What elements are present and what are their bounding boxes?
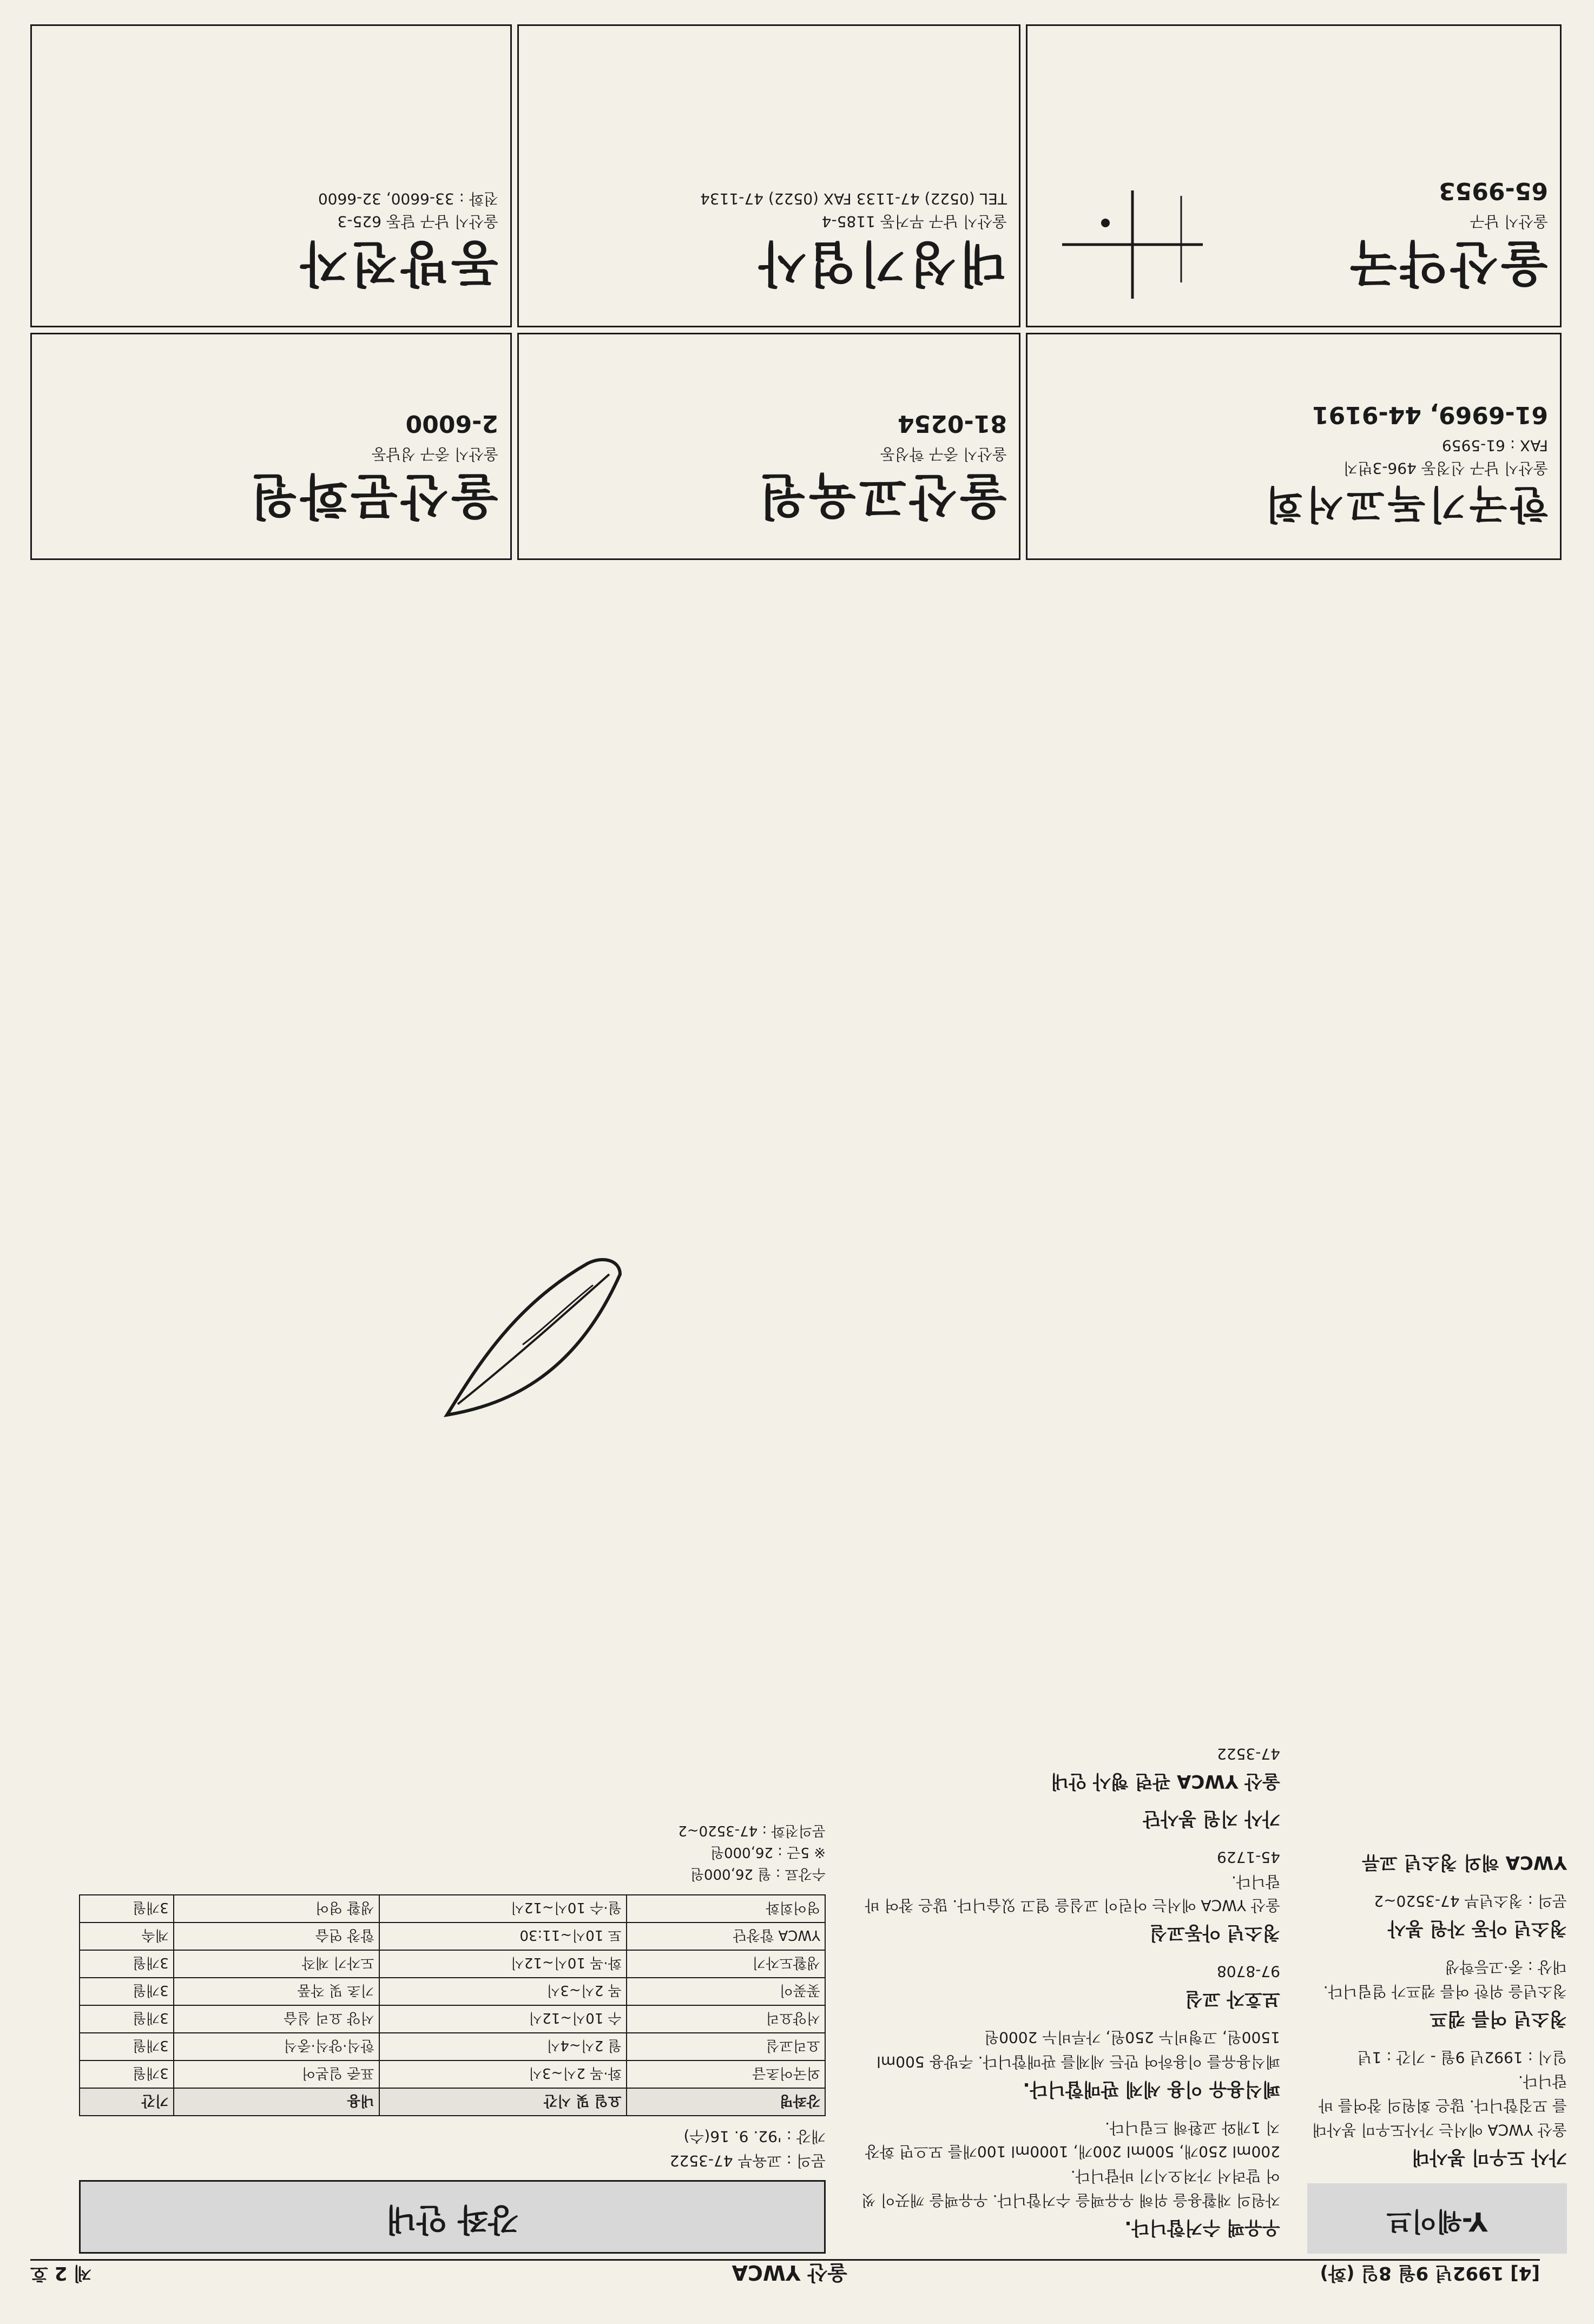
issue-date: [4] 1992년 9월 8일 (화) xyxy=(1320,2262,1540,2284)
schedule-contact: 문의 : 교육부 47-3522 xyxy=(669,2152,826,2170)
table-row xyxy=(80,2033,825,2060)
schedule-note: ※ 5근 : 26,000원 xyxy=(710,1844,826,1861)
table-cell: 3개월 xyxy=(80,2033,174,2060)
phone-number: 45-1729 xyxy=(1217,1848,1280,1866)
table-row xyxy=(80,2005,825,2033)
ad-phone: 65-9953 xyxy=(1439,177,1548,205)
table-cell: 생활도자기 xyxy=(627,1950,825,1978)
table-cell: 서양 요리 실습 xyxy=(174,2005,379,2033)
table-cell: 목 2시~3시 xyxy=(379,1978,627,2005)
table-cell: 계속 xyxy=(80,1923,174,1950)
ad-block xyxy=(1026,24,1562,327)
table-cell: 외국어초급 xyxy=(627,2060,825,2088)
table-row xyxy=(80,1978,825,2005)
section-heading: 청소년 여름 캠프 xyxy=(1430,2007,1567,2030)
table-cell: 3개월 xyxy=(80,1895,174,1923)
table-cell: 꽃꽂이 xyxy=(627,1978,825,2005)
ad-phone-line: 전화 : 33-6600, 32-6600 xyxy=(318,190,498,208)
table-row xyxy=(80,1950,825,1978)
right-section xyxy=(1296,733,1578,2264)
table-cell: 영어회화 xyxy=(627,1895,825,1923)
ad-address: 울산시 남구 신정동 496-3번지 xyxy=(1343,459,1548,477)
table-header-row xyxy=(80,2088,825,2116)
ad-address: 울산시 남구 xyxy=(1470,213,1548,231)
table-cell: 월 2시~4시 xyxy=(379,2033,627,2060)
section-heading: 가사 지원 봉사단 xyxy=(1143,1808,1280,1830)
ad-address: 울산시 남구 달동 625-3 xyxy=(337,213,498,231)
table-header: 요일 및 시간 xyxy=(379,2088,627,2116)
table-cell: 요리교실 xyxy=(627,2033,825,2060)
table-header: 내용 xyxy=(174,2088,379,2116)
table-cell: 토 10시~11:30 xyxy=(379,1923,627,1950)
table-row xyxy=(80,1895,825,1923)
section-heading: YWCA 해외 청소년 교류 xyxy=(1362,1852,1567,1874)
ad-block xyxy=(517,24,1020,327)
paragraph: 청소년을 위한 여름 캠프가 열립니다. 대상 : 중·고등학생 xyxy=(1323,1958,1567,2000)
ad-name: 한국기독교서회 xyxy=(1262,482,1548,527)
ad-name: 울산약국 xyxy=(1347,235,1548,292)
schedule-title: 강좌 안내 xyxy=(79,2180,826,2254)
ad-address: 울산시 중구 성남동 xyxy=(371,445,498,463)
table-cell: 3개월 xyxy=(80,1978,174,2005)
table-cell: 합창 연습 xyxy=(174,1923,379,1950)
issue-number: 제 2 호 xyxy=(30,2262,92,2284)
ad-phone: 81-0254 xyxy=(898,410,1007,437)
ad-fax: FAX : 61-5959 xyxy=(1441,437,1548,455)
ad-name: 대성기업사 xyxy=(755,235,1007,292)
pepper-illustration-icon xyxy=(425,1242,653,1437)
ad-phone-line: TEL (0522) 47-1133 FAX (0522) 47-1134 xyxy=(700,190,1007,208)
table-cell: 3개월 xyxy=(80,1950,174,1978)
ad-name: 동방전자 xyxy=(297,235,498,292)
phone-number: 47-3522 xyxy=(1217,1745,1280,1763)
section-heading: 청소년 아동교실 xyxy=(1149,1922,1280,1944)
paper-name: 울산 YWCA xyxy=(732,2261,847,2285)
table-row xyxy=(80,1923,825,1950)
schedule-note: 수강료 : 월 26,000원 xyxy=(690,1866,826,1882)
right-title: Y-웨이브 xyxy=(1307,2183,1567,2254)
table-cell: 생활 영어 xyxy=(174,1895,379,1923)
paragraph: 폐식용유를 이용하여 만든 세제를 판매합니다. 주방용 500ml 1500원, 고형비누 250원, 가루비누 2000원 xyxy=(877,2029,1280,2071)
section-heading: 우유팩 수거합니다. xyxy=(1124,2217,1280,2239)
ad-block xyxy=(517,333,1020,560)
middle-section xyxy=(847,733,1291,2264)
table-cell: 3개월 xyxy=(80,2060,174,2088)
ad-address: 울산시 중구 학성동 xyxy=(880,445,1007,463)
paragraph: 울산 YWCA 에서는 가사도우미 봉사대를 모집합니다. 많은 회원의 참여를 바랍니다. xyxy=(1312,2072,1567,2139)
paragraph: 울산 YWCA 에서는 어린이 교실을 열고 있습니다. 많은 참여 바랍니다. xyxy=(865,1872,1280,1915)
ad-phone: 2-6000 xyxy=(405,410,498,437)
schedule-start: 개강 : '92. 9. 16(수) xyxy=(683,2128,826,2146)
table-cell: 화·목 2시~3시 xyxy=(379,2060,627,2088)
section-heading: 울산 YWCA 관련 행사 안내 xyxy=(1051,1770,1280,1793)
table-cell: 기초 및 작품 xyxy=(174,1978,379,2005)
table-cell: 한식·양식·중식 xyxy=(174,2033,379,2060)
schedule-section xyxy=(68,733,836,2264)
table-cell: 화·목 10시~12시 xyxy=(379,1950,627,1978)
paragraph: 자원의 재활용을 위해 우유팩을 수거합니다. 우유팩을 깨끗이 씻어 말려서 가져오시기 바랍니다. xyxy=(861,2167,1280,2209)
schedule-note: 문의전화 : 47-3520~2 xyxy=(678,1822,826,1839)
table-cell: YWCA 합창단 xyxy=(627,1923,825,1950)
section-heading: 청소년 아동 자원 봉사 xyxy=(1387,1918,1567,1940)
ad-address: 울산시 남구 무거동 1185-4 xyxy=(821,213,1007,231)
table-cell: 도자기 제작 xyxy=(174,1950,379,1978)
table-cell: 월·수 10시~12시 xyxy=(379,1895,627,1923)
phone-number: 97-8708 xyxy=(1217,1963,1280,1981)
table-cell: 3개월 xyxy=(80,2005,174,2033)
paragraph: 200ml 250개, 500ml 200개, 1000ml 100개를 모으면 화장지 1개와 교환해 드립니다. xyxy=(865,2118,1280,2161)
ad-name: 울산교육원 xyxy=(755,468,1007,524)
section-heading: 가사 도우미 봉사대 xyxy=(1412,2147,1567,2168)
table-header: 강좌명 xyxy=(627,2088,825,2116)
location-map-icon xyxy=(1051,185,1214,304)
ad-name: 울산문화원 xyxy=(247,468,498,524)
table-header: 기간 xyxy=(80,2088,174,2116)
table-row xyxy=(80,2060,825,2088)
ad-block xyxy=(30,24,512,327)
section-heading: 보호자 교실 xyxy=(1184,1988,1280,2010)
schedule-table xyxy=(79,1894,826,2116)
table-cell: 서양요리 xyxy=(627,2005,825,2033)
ad-block xyxy=(30,333,512,560)
section-heading: 폐식용유 이용 세제 판매합니다. xyxy=(1023,2078,1280,2100)
paragraph: 일시 : 1992년 9월 - 기간 : 1년 xyxy=(1357,2048,1567,2066)
paragraph: 문의 : 청소년부 47-3520~2 xyxy=(1374,1892,1567,1911)
table-cell: 수 10시~12시 xyxy=(379,2005,627,2033)
ad-block xyxy=(1026,333,1562,560)
ad-phone: 61-6969, 44-9191 xyxy=(1312,401,1548,429)
table-cell: 표준 일본어 xyxy=(174,2060,379,2088)
